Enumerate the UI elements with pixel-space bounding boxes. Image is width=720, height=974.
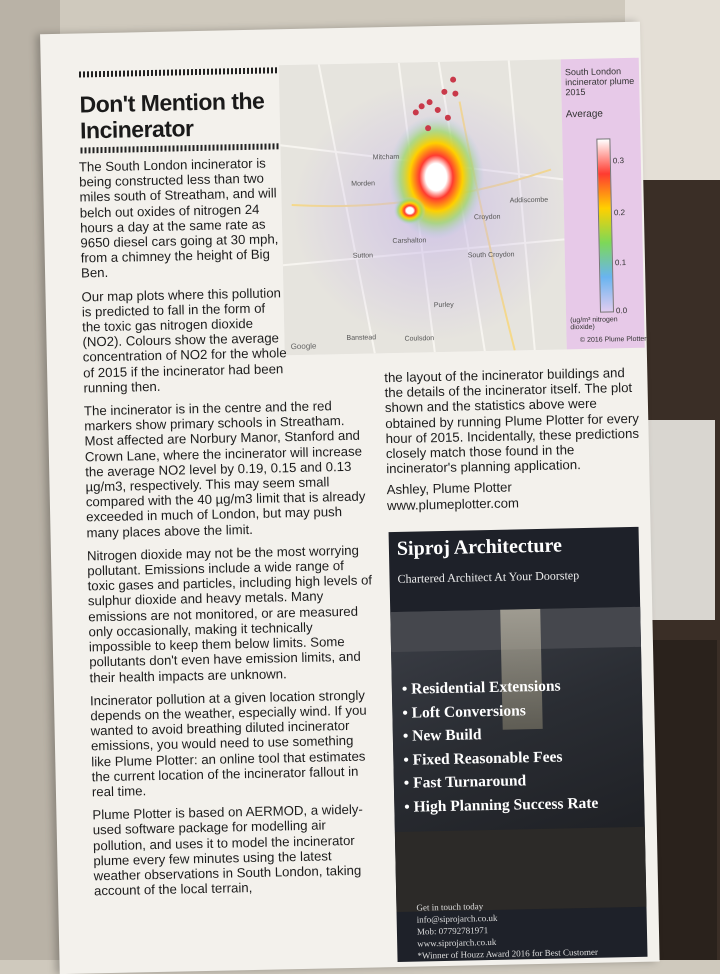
map-label-sutton: Sutton bbox=[352, 252, 374, 260]
advert-website: www.siprojarch.co.uk bbox=[417, 936, 497, 949]
advert-service-item: • New Build bbox=[403, 721, 597, 749]
article-paragraph: Nitrogen dioxide may not be the most worrying pollutant. Emissions include a wide range of toxic gases and particles, including high levels of sulphur dioxide and heavy metals. Many emissions are not monitored, or are measured only occasionally, making it technically impossible to keep them below limits. Some pollutants don't even have emission limits, and their health impacts are unknown. bbox=[86, 542, 373, 685]
map-label-mitcham: Mitcham bbox=[372, 153, 400, 162]
map-copyright: © 2016 Plume Plotter bbox=[579, 335, 647, 345]
siproj-advert bbox=[389, 527, 648, 962]
advert-service-item: • Fast Turnaround bbox=[404, 768, 598, 796]
headline-rule-top bbox=[79, 67, 279, 77]
advert-tagline: Chartered Architect At Your Doorstep bbox=[397, 568, 580, 586]
advert-service-item: • Fixed Reasonable Fees bbox=[403, 744, 597, 772]
article-paragraph: The incinerator is in the centre and the red markers show primary schools in Streatham. Most affected are Norbury Manor, Stanford and Crown Lane, where the incinerator will increase the average NO2 level by 0.19, 0.15 and 0.13 µg/m3, respectively. This may seem small compared with the 40 µg/m3 limit that is already exceeded in much of London, but may push many places above the limit. bbox=[83, 398, 366, 541]
legend-tick-0-1: 0.1 bbox=[614, 258, 627, 268]
article-headline bbox=[79, 87, 280, 143]
article-signoff-url: www.plumeplotter.com bbox=[386, 494, 520, 513]
map-label-croydon: Croydon bbox=[473, 213, 501, 222]
article-paragraph: Plume Plotter is based on AERMOD, a widely-used software package for modelling air pollution, and uses it to model the incinerator plume every few minutes using the latest weather observations in South London, taking account of the local terrain, bbox=[92, 801, 363, 899]
advert-email: info@siprojarch.co.uk bbox=[416, 912, 498, 925]
map-label-purley: Purley bbox=[433, 301, 454, 310]
map-label-carshalton: Carshalton bbox=[392, 237, 427, 245]
legend-tick-0-3: 0.3 bbox=[612, 156, 625, 166]
legend-title: South London incinerator plume 2015 bbox=[564, 66, 635, 98]
article-column-left bbox=[79, 154, 380, 907]
headline-rule-bottom bbox=[80, 143, 280, 153]
advert-service-item: • Loft Conversions bbox=[402, 697, 596, 725]
advert-award: *Winner of Houzz Award 2016 for Best Customer bbox=[417, 946, 599, 961]
advert-contact-intro: Get in touch today bbox=[416, 901, 484, 913]
headline-line-2: Incinerator bbox=[79, 115, 194, 144]
article-paragraph: the layout of the incinerator buildings and the details of the incinerator itself. The plot shown and the statistics above were obtained by running Plume Plotter for every hour of 2015. Incidentally, these predictions closely match those found in the incinerator's planning application. bbox=[384, 365, 640, 477]
legend-tick-0-0: 0.0 bbox=[615, 306, 628, 316]
advert-contact bbox=[416, 898, 598, 962]
advert-service-item: • Residential Extensions bbox=[402, 674, 596, 702]
legend-unit: (ug/m³ nitrogen dioxide) bbox=[570, 316, 618, 332]
legend-subtitle: Average bbox=[565, 108, 604, 121]
headline-line-1: Don't Mention the bbox=[79, 87, 265, 118]
advert-service-item: • High Planning Success Rate bbox=[404, 791, 598, 819]
advert-mobile: Mob: 07792781971 bbox=[416, 925, 489, 937]
article-paragraph: Our map plots where this pollution is predicted to fall in the form of the toxic gas nitrogen dioxide (NO2). Colours show the average concentration of NO2 for the whole of 2015 if the incinerator had been running then. bbox=[81, 284, 287, 396]
advert-title: Siproj Architecture bbox=[396, 534, 563, 560]
article-paragraph: The South London incinerator is being constructed less than two miles south of Streatham, and will belch out oxides of nitrogen 24 hours a day at the same rate as 9650 diesel cars going at 30 mph, from a chimney the height of Big Ben. bbox=[78, 155, 279, 281]
legend-colorbar bbox=[596, 138, 614, 312]
map-label-morden: Morden bbox=[351, 180, 376, 188]
article-paragraph: Incinerator pollution at a given location strongly depends on the weather, especially wind. If you wanted to avoid breathing diluted incinerator emissions, you would need to use something like Plume Plotter: an online tool that estimates the current location of the incinerator fallout in real time. bbox=[89, 687, 367, 800]
map-label-addiscombe: Addiscombe bbox=[509, 196, 549, 205]
map-label-south-croydon: South Croydon bbox=[467, 251, 515, 260]
map-legend bbox=[561, 58, 645, 350]
magazine-page bbox=[40, 22, 660, 974]
map-label-banstead: Banstead bbox=[346, 334, 377, 342]
article-column-right bbox=[384, 365, 647, 513]
advert-services-list bbox=[402, 674, 599, 819]
article-signoff-name: Ashley, Plume Plotter bbox=[386, 479, 512, 498]
google-logo: Google bbox=[290, 341, 317, 352]
map-label-coulsdon: Coulsdon bbox=[404, 335, 435, 343]
legend-tick-0-2: 0.2 bbox=[613, 208, 626, 218]
